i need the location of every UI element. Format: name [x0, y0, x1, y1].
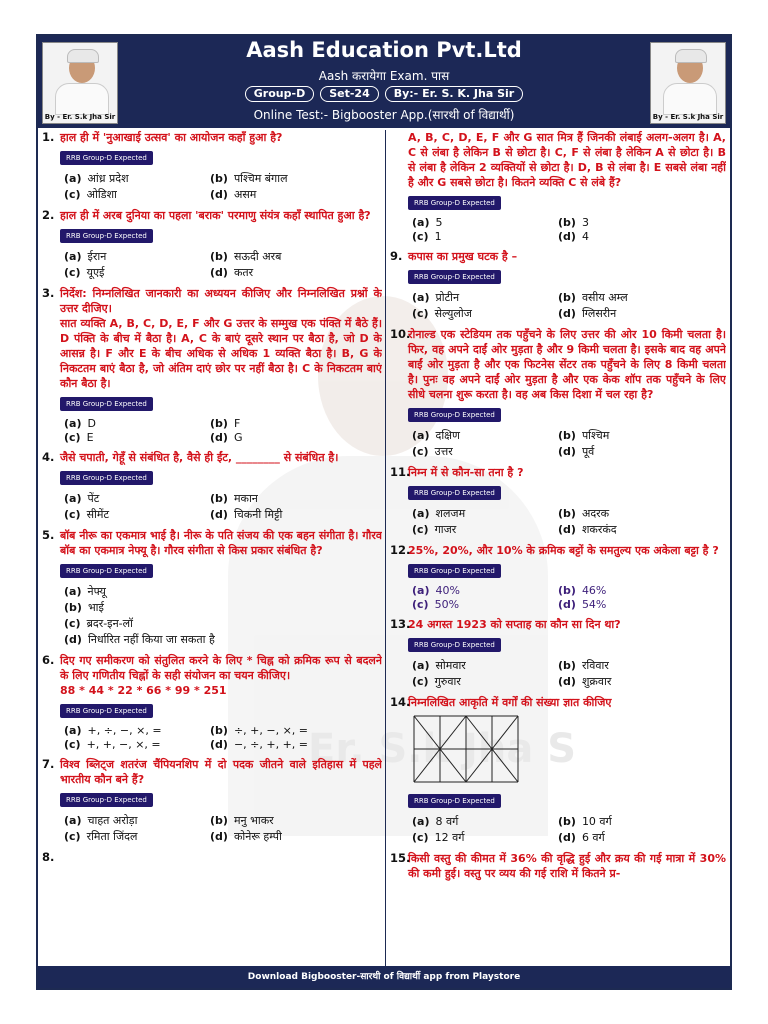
option-item	[558, 428, 704, 443]
options-grid	[64, 813, 382, 844]
option-label: (a)	[412, 815, 430, 828]
option-label: (d)	[558, 307, 576, 320]
question-text: हाल ही में 'नुआखाई उत्सव' का आयोजन कहाँ हुआ है?	[60, 131, 283, 144]
option-label: (b)	[210, 250, 228, 263]
option-label: (a)	[412, 291, 430, 304]
option-item	[558, 674, 704, 689]
option-value: सोमवार	[435, 659, 466, 672]
question-block	[390, 851, 726, 881]
question-sheet	[36, 34, 732, 990]
option-label: (b)	[210, 172, 228, 185]
option-label: (a)	[412, 429, 430, 442]
option-label: (a)	[412, 659, 430, 672]
photo-caption: By - Er. S.k Jha Sir	[652, 113, 724, 121]
question-passage: सात व्यक्ति A, B, C, D, E, F और G उत्तर के सम्मुख एक पंक्ति में बैठे हैं। D पंक्ति के बीच में बैठा है। A, C के बाएं दूसरे स्थान पर बैठा है, जो D के आसन्न है। F और E के बीच अधिक से अधिक 1 व्यक्ति बैठा है। B, G के निकटतम बाएं बैठा है, जो अंतिम दाएं छोर पर नहीं बैठा है। C के निकटतम बाएं कौन बैठा है।	[60, 317, 382, 390]
option-label: (b)	[558, 815, 576, 828]
option-value: 6 वर्ग	[581, 831, 605, 844]
option-value: प्रोटीन	[435, 291, 460, 304]
question-number: 11.	[390, 465, 411, 479]
question-text: निम्न में से कौन-सा तना है ?	[408, 466, 524, 479]
options-grid	[412, 814, 726, 845]
option-label: (b)	[210, 492, 228, 505]
option-item	[210, 738, 356, 751]
option-label: (d)	[558, 445, 576, 458]
option-label: (c)	[64, 830, 81, 843]
option-item	[412, 830, 558, 845]
options-grid	[412, 506, 726, 537]
tagline: Aash करायेगा Exam. पास	[318, 69, 450, 83]
options-grid	[412, 216, 726, 243]
option-item	[412, 522, 558, 537]
set-pill: Set-24	[320, 86, 379, 102]
question-block	[42, 450, 382, 522]
expected-badge: RRB Group-D Expected	[60, 564, 153, 578]
option-item	[412, 428, 558, 443]
question-text: 25%, 20%, और 10% के क्रमिक बट्टों के समतुल्य एक अकेला बट्टा है ?	[408, 544, 719, 557]
option-label: (d)	[558, 831, 576, 844]
question-text: किसी वस्तु की कीमत में 36% की वृद्धि हुई और क्रय की गई मात्रा में 30% की कमी हुई। वस्तु पर व्यय की गई राशि में कितने प्र-	[408, 852, 726, 880]
expected-badge: RRB Group-D Expected	[60, 793, 153, 807]
question-block	[42, 653, 382, 751]
option-value: ईरान	[87, 250, 107, 263]
question-number: 10.	[390, 327, 411, 341]
question-text: रोनाल्ड एक स्टेडियम तक पहुँचने के लिए उत्तर की ओर 10 किमी चलता है। फिर, वह अपने दाईं ओर मुड़ता है और 9 किमी चलता है। इसके बाद वह अपने बाईं ओर मुड़ता है और एक फिटनेस सेंटर तक पहुँचने के लिए 8 किमी चलता है। पुनः वह अपने दाईं ओर मुड़ता है और एक केक शॉप तक पहुँचने के लिए सीधे चलना शुरू करता है। वह अब किस दिशा में चल रहा है?	[408, 328, 726, 401]
question-block	[42, 850, 382, 865]
option-item	[558, 306, 704, 321]
option-label: (c)	[64, 188, 81, 201]
option-item	[210, 431, 356, 444]
question-passage: 88 * 44 * 22 * 66 * 99 * 251	[60, 684, 227, 697]
option-item	[558, 522, 704, 537]
option-value: गुरुवार	[434, 675, 461, 688]
option-item	[210, 417, 356, 430]
option-value: G	[233, 431, 243, 444]
option-item	[558, 444, 704, 459]
expected-badge: RRB Group-D Expected	[60, 471, 153, 485]
expected-badge: RRB Group-D Expected	[408, 794, 501, 808]
question-block	[42, 208, 382, 280]
option-value: शलजम	[435, 507, 466, 520]
question-text: जैसे चपाती, गेहूँ से संबंधित है, वैसे ही ईंट, ________ से संबंधित है।	[60, 451, 339, 464]
option-label: (b)	[558, 429, 576, 442]
option-label: (d)	[210, 188, 228, 201]
header-banner	[38, 36, 730, 128]
option-item	[64, 187, 210, 202]
question-number: 2.	[42, 208, 55, 222]
option-value: पेंट	[87, 492, 100, 505]
question-number: 1.	[42, 130, 55, 144]
option-value: +, +, −, ×, =	[86, 738, 161, 751]
option-item	[64, 829, 210, 844]
option-value: उत्तर	[434, 445, 453, 458]
author-pill: By:- Er. S. K. Jha Sir	[385, 86, 523, 102]
option-label: (b)	[210, 814, 228, 827]
option-item	[558, 216, 704, 229]
option-label: (a)	[412, 507, 430, 520]
option-item	[210, 187, 356, 202]
option-item	[210, 813, 356, 828]
question-number: 14.	[390, 695, 411, 709]
option-value: शुक्रवार	[581, 675, 612, 688]
option-value: सऊदी अरब	[233, 250, 282, 263]
option-label: (c)	[412, 675, 429, 688]
option-label: (d)	[210, 431, 228, 444]
option-label: (d)	[210, 830, 228, 843]
option-label: (a)	[412, 216, 430, 229]
option-value: भाई	[87, 601, 104, 614]
question-block	[42, 528, 382, 647]
option-value: सीमेंट	[86, 508, 109, 521]
option-item	[64, 249, 210, 264]
option-item	[64, 600, 354, 615]
option-value: ओडिशा	[86, 188, 117, 201]
question-block	[390, 249, 726, 321]
option-label: (b)	[210, 417, 228, 430]
option-item	[64, 584, 354, 599]
option-item	[210, 491, 356, 506]
teacher-photo-right	[650, 42, 726, 124]
option-item	[64, 507, 210, 522]
option-value: मनु भाकर	[233, 814, 274, 827]
brand-title: Aash Education Pvt.Ltd	[246, 38, 522, 62]
option-value: पूर्व	[581, 445, 595, 458]
option-label: (c)	[412, 230, 429, 243]
option-item	[558, 290, 704, 305]
option-item	[412, 306, 558, 321]
option-value: असम	[233, 188, 257, 201]
option-item	[558, 830, 704, 845]
option-label: (b)	[64, 601, 82, 614]
photo-cap-shape	[675, 49, 707, 63]
option-item	[412, 658, 558, 673]
expected-badge: RRB Group-D Expected	[60, 229, 153, 243]
option-label: (b)	[558, 291, 576, 304]
question-block	[42, 757, 382, 844]
option-item	[412, 216, 558, 229]
question-number: 4.	[42, 450, 55, 464]
options-grid	[64, 417, 382, 444]
option-label: (d)	[210, 508, 228, 521]
expected-badge: RRB Group-D Expected	[60, 151, 153, 165]
option-value: सेल्युलोज	[434, 307, 472, 320]
option-label: (c)	[412, 523, 429, 536]
option-value: 12 वर्ग	[434, 831, 465, 844]
option-value: 3	[581, 216, 589, 229]
options-grid	[64, 724, 382, 751]
option-value: E	[86, 431, 94, 444]
option-value: चिकनी मिट्टी	[233, 508, 283, 521]
option-label: (b)	[558, 584, 576, 597]
question-block	[390, 695, 726, 845]
question-number: 5.	[42, 528, 55, 542]
option-value: ÷, +, −, ×, =	[233, 724, 308, 737]
option-value: दक्षिण	[435, 429, 461, 442]
online-test-line: Online Test:- Bigbooster App.(सारथी of विद्यार्थी)	[253, 108, 515, 122]
option-label: (a)	[64, 417, 82, 430]
option-value: ब्रदर-इन-लॉ	[86, 617, 133, 630]
option-item	[64, 616, 354, 631]
option-value: 5	[435, 216, 443, 229]
right-column	[390, 130, 726, 966]
question-block	[42, 286, 382, 444]
option-value: मकान	[233, 492, 258, 505]
option-label: (c)	[64, 508, 81, 521]
question-text: 24 अगस्त 1923 को सप्ताह का कौन सा दिन था?	[408, 618, 621, 631]
option-label: (c)	[412, 598, 429, 611]
option-value: 10 वर्ग	[581, 815, 612, 828]
option-value: कोनेरू हम्पी	[233, 830, 282, 843]
option-item	[64, 431, 210, 444]
option-value: ग्लिसरीन	[581, 307, 617, 320]
option-item	[210, 249, 356, 264]
expected-badge: RRB Group-D Expected	[408, 408, 501, 422]
option-value: यूएई	[86, 266, 105, 279]
option-label: (a)	[412, 584, 430, 597]
option-item	[64, 265, 210, 280]
question-columns	[38, 130, 730, 966]
expected-badge: RRB Group-D Expected	[408, 270, 501, 284]
option-label: (d)	[558, 598, 576, 611]
option-label: (d)	[64, 633, 82, 646]
option-label: (a)	[64, 492, 82, 505]
option-item	[412, 814, 558, 829]
option-item	[558, 814, 704, 829]
photo-body-shape	[663, 83, 717, 115]
option-value: रविवार	[581, 659, 609, 672]
expected-badge: RRB Group-D Expected	[408, 196, 501, 210]
option-item	[210, 724, 356, 737]
question-text: विश्व ब्लिट्ज शतरंज चैंपियनशिप में दो पदक जीतने वाले इतिहास में पहले भारतीय कौन बने हैं?	[60, 758, 382, 786]
option-value: नेफ्यू	[87, 585, 106, 598]
option-item	[412, 506, 558, 521]
question-number: 3.	[42, 286, 55, 300]
option-label: (c)	[412, 445, 429, 458]
question-text: कपास का प्रमुख घटक है –	[408, 250, 518, 263]
option-value: 8 वर्ग	[435, 815, 459, 828]
option-label: (a)	[64, 250, 82, 263]
option-label: (c)	[64, 266, 81, 279]
option-value: पश्चिम बंगाल	[233, 172, 288, 185]
question-text: दिए गए समीकरण को संतुलित करने के लिए * चिह्न को क्रमिक रूप से बदलने के लिए गणितीय चिह्नों के सही संयोजन का चयन कीजिए।	[60, 654, 382, 682]
option-item	[558, 584, 704, 597]
option-item	[210, 507, 356, 522]
question-block	[42, 130, 382, 202]
option-item	[64, 724, 210, 737]
option-label: (b)	[558, 216, 576, 229]
question-block	[390, 130, 726, 243]
expected-badge: RRB Group-D Expected	[60, 704, 153, 718]
option-label: (c)	[64, 431, 81, 444]
option-value: −, ÷, +, +, =	[233, 738, 308, 751]
option-item	[64, 632, 354, 647]
expected-badge: RRB Group-D Expected	[60, 397, 153, 411]
expected-badge: RRB Group-D Expected	[408, 486, 501, 500]
option-item	[558, 230, 704, 243]
option-label: (b)	[210, 724, 228, 737]
question-number: 13.	[390, 617, 411, 631]
option-item	[64, 738, 210, 751]
options-grid	[412, 290, 726, 321]
squares-figure	[412, 714, 520, 784]
group-pill: Group-D	[245, 86, 314, 102]
photo-caption: By - Er. S.k Jha Sir	[44, 113, 116, 121]
option-value: रमिता जिंदल	[86, 830, 138, 843]
option-value: 4	[581, 230, 589, 243]
option-value: चाहत अरोड़ा	[87, 814, 138, 827]
option-item	[210, 171, 356, 186]
question-number: 9.	[390, 249, 403, 263]
option-item	[64, 813, 210, 828]
footer-banner: Download Bigbooster-सारथी of विद्यार्थी app from Playstore	[38, 966, 730, 988]
question-block	[390, 543, 726, 611]
options-grid	[412, 584, 726, 611]
question-text: निम्नलिखित आकृति में वर्गों की संख्या ज्ञात कीजिए	[408, 696, 612, 709]
option-label: (b)	[558, 659, 576, 672]
option-item	[412, 674, 558, 689]
option-value: 50%	[434, 598, 460, 611]
option-item	[558, 658, 704, 673]
option-value: अदरक	[581, 507, 610, 520]
option-label: (d)	[558, 523, 576, 536]
question-block	[390, 327, 726, 459]
option-label: (a)	[64, 172, 82, 185]
question-text: बॉब नीरू का एकमात्र भाई है। नीरू के पति संजय की एक बहन संगीता है। गौरव बॉब का एकमात्र नेफ्यू है। गौरव संगीता से किस प्रकार संबंधित है?	[60, 529, 382, 557]
option-value: 54%	[581, 598, 607, 611]
info-pills	[38, 86, 730, 102]
option-label: (b)	[558, 507, 576, 520]
option-value: 46%	[581, 584, 607, 597]
question-block	[390, 617, 726, 689]
option-item	[64, 171, 210, 186]
option-item	[64, 417, 210, 430]
question-number: 6.	[42, 653, 55, 667]
option-item	[64, 491, 210, 506]
question-text	[60, 850, 382, 865]
watermark-text: Er. S.k Jha S	[308, 726, 577, 772]
options-grid	[64, 584, 382, 647]
options-grid	[412, 658, 726, 689]
option-label: (a)	[64, 814, 82, 827]
option-item	[412, 444, 558, 459]
option-item	[558, 598, 704, 611]
option-item	[412, 290, 558, 305]
expected-badge: RRB Group-D Expected	[408, 638, 501, 652]
option-label: (a)	[64, 724, 82, 737]
option-item	[558, 506, 704, 521]
option-value: D	[87, 417, 96, 430]
option-item	[210, 265, 356, 280]
question-text: A, B, C, D, E, F और G सात मित्र हैं जिनकी लंबाई अलग-अलग है। A, C से लंबा है लेकिन B से छोटा है। C, F से लंबा है लेकिन A से छोटा है। B से लंबा है लेकिन 2 व्यक्तियों से छोटा है। D, B से लंबा है। E सबसे लंबा नहीं है और G सबसे छोटा है। कितने व्यक्ति C से लंबे हैं?	[408, 131, 726, 189]
option-value: कतर	[233, 266, 254, 279]
option-value: पश्चिम	[581, 429, 610, 442]
question-number: 8.	[42, 850, 55, 864]
option-value: 40%	[435, 584, 460, 597]
option-value: +, ÷, −, ×, =	[87, 724, 162, 737]
question-text: निर्देश: निम्नलिखित जानकारी का अध्ययन कीजिए और निम्नलिखित प्रश्नों के उत्तर दीजिए।	[60, 287, 382, 315]
option-label: (a)	[64, 585, 82, 598]
option-item	[412, 584, 558, 597]
option-value: F	[233, 417, 241, 430]
option-label: (d)	[210, 738, 228, 751]
options-grid	[64, 171, 382, 202]
option-label: (d)	[558, 230, 576, 243]
option-item	[210, 829, 356, 844]
option-value: आंध्र प्रदेश	[87, 172, 129, 185]
left-column	[42, 130, 382, 966]
option-label: (c)	[412, 831, 429, 844]
options-grid	[64, 491, 382, 522]
options-grid	[64, 249, 382, 280]
options-grid	[412, 428, 726, 459]
option-value: शकरकंद	[581, 523, 617, 536]
question-number: 12.	[390, 543, 411, 557]
option-label: (d)	[210, 266, 228, 279]
option-label: (c)	[412, 307, 429, 320]
option-value: वसीय अम्ल	[581, 291, 628, 304]
option-value: गाजर	[434, 523, 457, 536]
question-block	[390, 465, 726, 537]
option-label: (c)	[64, 738, 81, 751]
option-label: (c)	[64, 617, 81, 630]
option-item	[412, 598, 558, 611]
option-value: 1	[434, 230, 442, 243]
option-item	[412, 230, 558, 243]
question-number: 7.	[42, 757, 55, 771]
question-text: हाल ही में अरब दुनिया का पहला 'बराक' परमाणु संयंत्र कहाँ स्थापित हुआ है?	[60, 209, 371, 222]
question-number: 15.	[390, 851, 411, 865]
expected-badge: RRB Group-D Expected	[408, 564, 501, 578]
option-label: (d)	[558, 675, 576, 688]
option-value: निर्धारित नहीं किया जा सकता है	[87, 633, 215, 646]
